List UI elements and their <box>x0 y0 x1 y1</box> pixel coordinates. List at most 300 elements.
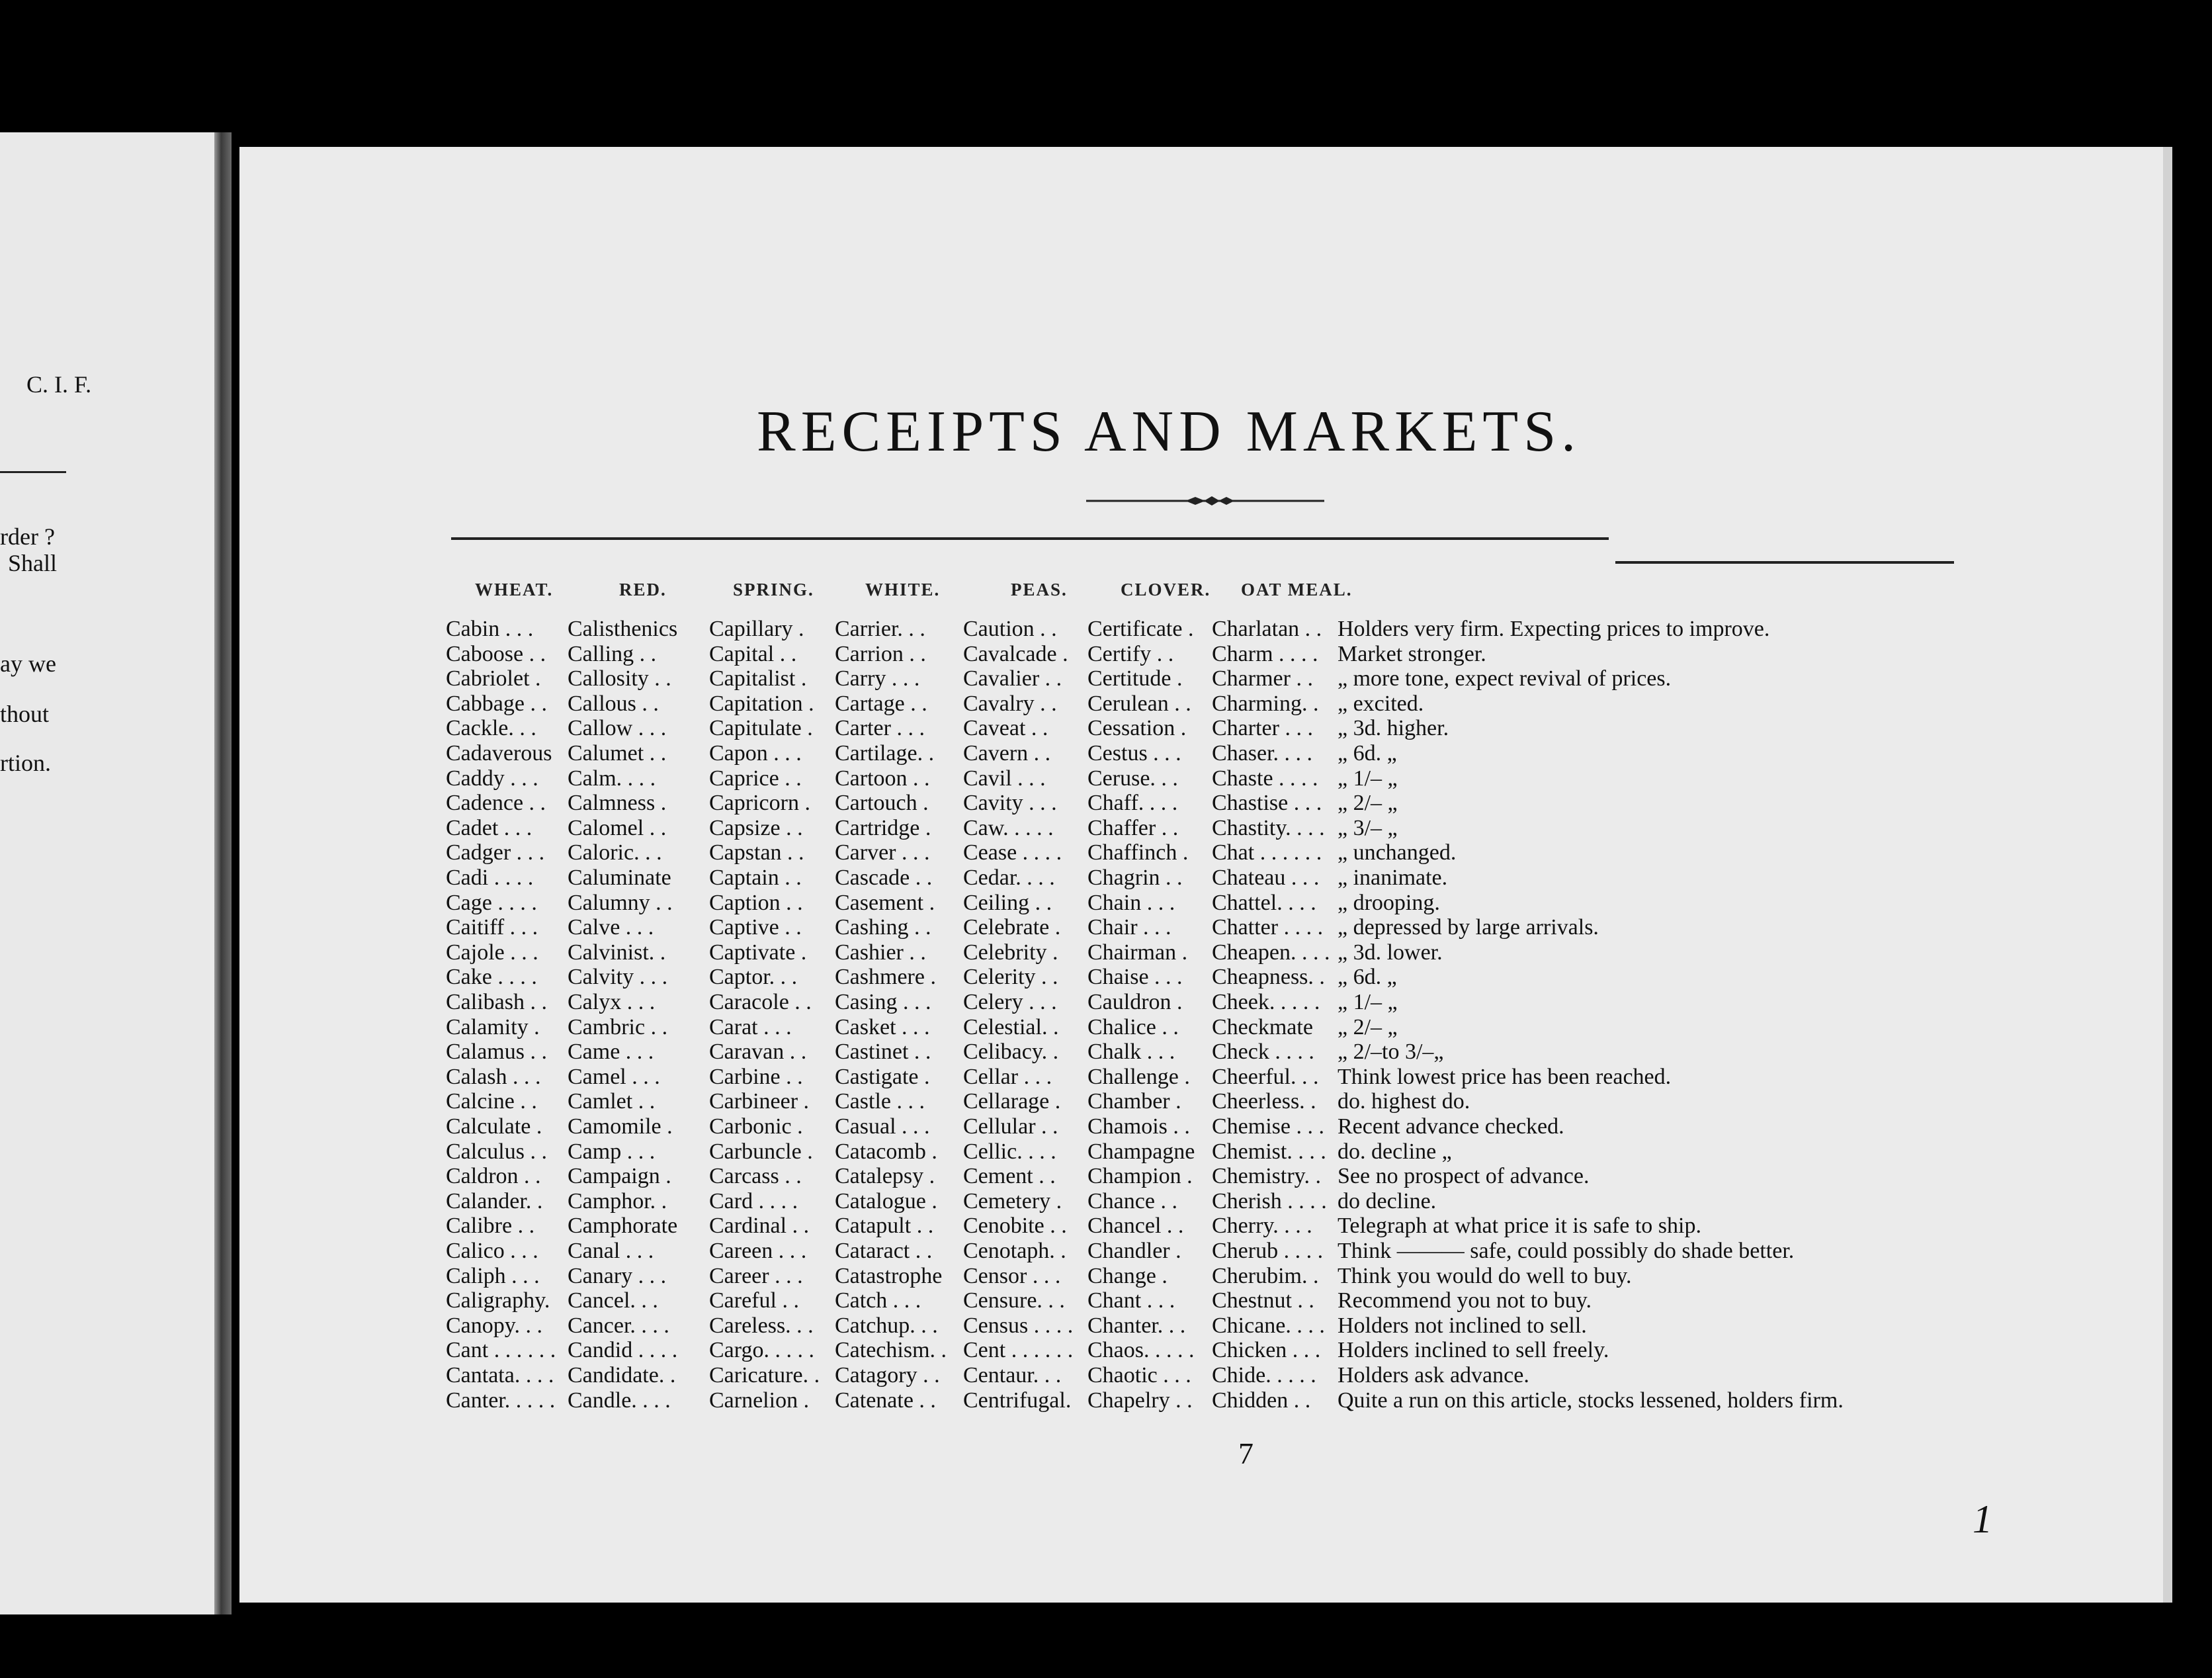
code-word: Careful . . <box>709 1288 799 1313</box>
table-row <box>239 642 2163 667</box>
title-ornament-icon <box>1086 491 1324 511</box>
code-word: Catagory . . <box>835 1363 940 1388</box>
code-word: Cashier . . <box>835 940 926 965</box>
code-word: Carter . . . <box>835 716 925 741</box>
code-word: Calander. . <box>446 1188 543 1214</box>
code-word: Caluminate <box>568 865 671 890</box>
left-page-rule <box>0 471 66 473</box>
code-word: Chemistry. . <box>1212 1164 1321 1189</box>
table-row <box>239 1015 2163 1040</box>
code-word: Carcass . . <box>709 1164 802 1189</box>
left-page-fragment: thout <box>0 701 50 727</box>
code-word: Chastise . . . <box>1212 791 1322 816</box>
code-word: Camomile . <box>568 1114 673 1139</box>
code-word: Caw. . . . . <box>963 815 1054 840</box>
market-meaning: Market stronger. <box>1338 641 1486 666</box>
market-meaning: „ 1/– „ <box>1338 766 1398 791</box>
code-word: Cedar. . . . <box>963 865 1055 890</box>
code-word: Challenge . <box>1087 1064 1190 1089</box>
code-word: Cenobite . . <box>963 1214 1067 1239</box>
code-word: Campaign . <box>568 1164 671 1189</box>
title-rule-right <box>1615 561 1954 564</box>
code-word: Chance . . <box>1087 1188 1177 1214</box>
code-word: Catenate . . <box>835 1388 936 1413</box>
code-word: Cataract . . <box>835 1239 933 1263</box>
table-row <box>239 617 2163 642</box>
market-meaning: Holders not inclined to sell. <box>1338 1313 1587 1338</box>
code-word: Camlet . . <box>568 1089 656 1114</box>
code-word: Camphor. . <box>568 1188 667 1214</box>
code-word: Capillary . <box>709 617 804 641</box>
code-word: Celery . . . <box>963 990 1057 1014</box>
market-meaning: „ more tone, expect revival of prices. <box>1338 666 1672 691</box>
code-word: Cheapness. . <box>1212 965 1325 990</box>
code-word: Calico . . . <box>446 1239 538 1263</box>
code-word: Cherish . . . . <box>1212 1188 1327 1214</box>
market-meaning: Telegraph at what price it is safe to ship. <box>1338 1214 1701 1239</box>
code-word: Cavern . . <box>963 741 1051 766</box>
code-word: Canal . . . <box>568 1239 654 1263</box>
code-word: Charmer . . <box>1212 666 1313 691</box>
code-word: Candid . . . . <box>568 1338 678 1363</box>
code-word: Charm . . . . <box>1212 641 1318 666</box>
code-word: Candle. . . . <box>568 1388 671 1413</box>
code-word: Calling . . <box>568 641 657 666</box>
code-word: Cherub . . . . <box>1212 1239 1324 1263</box>
code-word: Caldron . . <box>446 1164 541 1189</box>
market-meaning: Think ——— safe, could possibly do shade better. <box>1338 1239 1795 1263</box>
code-word: Cavalier . . <box>963 666 1062 691</box>
code-word: Calisthenics <box>568 617 678 641</box>
table-row <box>239 891 2163 916</box>
table-row <box>239 1288 2163 1313</box>
code-word: Charlatan . . <box>1212 617 1322 641</box>
code-word: Calvinist. . <box>568 940 666 965</box>
market-meaning: „ inanimate. <box>1338 865 1448 890</box>
code-word: Captain . . <box>709 865 802 890</box>
code-word: Captor. . . <box>709 965 798 990</box>
code-word: Careless. . . <box>709 1313 814 1338</box>
code-word: Carbonic . <box>709 1114 803 1139</box>
code-word: Calomel . . <box>568 815 667 840</box>
market-meaning: „ 3d. higher. <box>1338 716 1449 741</box>
code-word: Celibacy. . <box>963 1039 1059 1065</box>
code-word: Caligraphy. <box>446 1288 550 1313</box>
code-word: Champagne <box>1087 1139 1195 1164</box>
code-word: Carnelion . <box>709 1388 810 1413</box>
code-word: Calamity . <box>446 1014 540 1039</box>
market-meaning: Holders very firm. Expecting prices to improve. <box>1338 617 1770 641</box>
code-word: Callosity . . <box>568 666 671 691</box>
code-word: Chaos. . . . . <box>1087 1338 1195 1363</box>
table-row <box>239 791 2163 816</box>
code-word: Capricorn . <box>709 791 810 816</box>
code-word: Calumet . . <box>568 741 667 766</box>
code-word: Cadence . . <box>446 791 546 816</box>
header-clover: CLOVER. <box>1121 580 1211 599</box>
code-word: Checkmate <box>1212 1014 1313 1039</box>
code-word: Cease . . . . <box>963 840 1062 865</box>
table-row <box>239 1363 2163 1388</box>
code-word: Chandler . <box>1087 1239 1181 1263</box>
code-word: Cargo. . . . . <box>709 1338 814 1363</box>
code-word: Cherry. . . . <box>1212 1214 1312 1239</box>
code-word: Census . . . . <box>963 1313 1074 1338</box>
code-word: Capsize . . <box>709 815 803 840</box>
title-rule <box>451 537 1609 540</box>
code-word: Careen . . . <box>709 1239 807 1263</box>
code-word: Change . <box>1087 1263 1168 1288</box>
code-word: Camphorate <box>568 1214 678 1239</box>
market-meaning: Think lowest price has been reached. <box>1338 1064 1672 1089</box>
code-word: Chant . . . <box>1087 1288 1175 1313</box>
code-word: Cellic. . . . <box>963 1139 1056 1164</box>
left-page-fragment: rtion. <box>0 750 51 776</box>
code-word: Calyx . . . <box>568 990 656 1014</box>
market-meaning: do. highest do. <box>1338 1089 1470 1114</box>
market-meaning: „ 6d. „ <box>1338 741 1397 766</box>
code-word: Caliph . . . <box>446 1263 540 1288</box>
code-word: Cabin . . . <box>446 617 534 641</box>
page-number: 7 <box>1238 1436 1254 1470</box>
code-word: Cemetery . <box>963 1188 1062 1214</box>
code-word: Cartilage. . <box>835 741 935 766</box>
code-word: Cadaverous <box>446 741 552 766</box>
code-word: Chancel . . <box>1087 1214 1184 1239</box>
code-word: Celebrate . <box>963 915 1061 940</box>
code-word: Caloric. . . <box>568 840 662 865</box>
table-row <box>239 865 2163 891</box>
code-word: Calculate . <box>446 1114 542 1139</box>
code-word: Calamus . . <box>446 1039 547 1065</box>
header-peas: PEAS. <box>1011 580 1068 599</box>
code-word: Carry . . . <box>835 666 920 691</box>
code-word: Capitation . <box>709 691 814 716</box>
code-word: Cellular . . <box>963 1114 1058 1139</box>
code-word: Caracole . . <box>709 990 812 1014</box>
market-meaning: See no prospect of advance. <box>1338 1164 1590 1189</box>
code-word: Carbuncle . <box>709 1139 813 1164</box>
code-word: Catastrophe <box>835 1263 943 1288</box>
code-word: Celestial. . <box>963 1014 1059 1039</box>
code-word: Cabriolet . <box>446 666 541 691</box>
market-meaning: „ unchanged. <box>1338 840 1457 865</box>
code-word: Cellarage . <box>963 1089 1061 1114</box>
table-row <box>239 1114 2163 1139</box>
table-row <box>239 1388 2163 1413</box>
code-word: Cherubim. . <box>1212 1263 1319 1288</box>
code-word: Chastity. . . . <box>1212 815 1325 840</box>
code-word: Chaser. . . . <box>1212 741 1313 766</box>
code-word: Cauldron . <box>1087 990 1183 1014</box>
table-row <box>239 666 2163 691</box>
market-meaning: „ 1/– „ <box>1338 990 1398 1014</box>
code-word: Cerulean . . <box>1087 691 1191 716</box>
table-row <box>239 1039 2163 1065</box>
code-word: Cajole . . . <box>446 940 538 965</box>
code-word: Carbineer . <box>709 1089 810 1114</box>
table-row <box>239 1214 2163 1239</box>
market-meaning: „ excited. <box>1338 691 1424 716</box>
code-word: Cake . . . . <box>446 965 537 990</box>
market-meaning: Recent advance checked. <box>1338 1114 1564 1139</box>
code-word: Chicken . . . <box>1212 1338 1321 1363</box>
table-row <box>239 691 2163 717</box>
code-word: Card . . . . <box>709 1188 798 1214</box>
market-meaning: Think you would do well to buy. <box>1338 1263 1632 1288</box>
code-word: Catch . . . <box>835 1288 921 1313</box>
code-word: Chapelry . . <box>1087 1388 1193 1413</box>
code-word: Charter . . . <box>1212 716 1313 741</box>
code-word: Chateau . . . <box>1212 865 1320 890</box>
code-word: Cavity . . . <box>963 791 1057 816</box>
market-meaning: „ 2/–to 3/–„ <box>1338 1039 1444 1065</box>
table-row <box>239 915 2163 940</box>
code-word: Calmness . <box>568 791 667 816</box>
code-word: Cenotaph. . <box>963 1239 1066 1263</box>
code-word: Captive . . <box>709 915 802 940</box>
code-word: Castigate . <box>835 1064 930 1089</box>
code-word: Catalogue . <box>835 1188 937 1214</box>
market-meaning: „ 2/– „ <box>1338 1014 1398 1039</box>
market-meaning: „ depressed by large arrivals. <box>1338 915 1599 940</box>
code-word: Carrier. . . <box>835 617 925 641</box>
table-row <box>239 1313 2163 1339</box>
code-word: Catacomb . <box>835 1139 937 1164</box>
code-word: Chidden . . <box>1212 1388 1311 1413</box>
code-word: Cheek. . . . . <box>1212 990 1320 1014</box>
code-word: Chat . . . . . . <box>1212 840 1322 865</box>
code-word: Casing . . . <box>835 990 931 1014</box>
code-word: Cellar . . . <box>963 1064 1052 1089</box>
code-word: Casement . <box>835 890 935 915</box>
code-word: Came . . . <box>568 1039 654 1065</box>
code-word: Censor . . . <box>963 1263 1061 1288</box>
table-row <box>239 1139 2163 1165</box>
code-word: Cheerless. . <box>1212 1089 1316 1114</box>
code-word: Cement . . <box>963 1164 1056 1189</box>
table-row <box>239 990 2163 1015</box>
code-word: Cadi . . . . <box>446 865 534 890</box>
table-row <box>239 1065 2163 1090</box>
market-meaning: „ 2/– „ <box>1338 791 1398 816</box>
code-word: Casket . . . <box>835 1014 930 1039</box>
code-word: Censure. . . <box>963 1288 1065 1313</box>
code-word: Capitalist . <box>709 666 807 691</box>
code-word: Castle . . . <box>835 1089 925 1114</box>
code-word: Calibre . . <box>446 1214 535 1239</box>
code-word: Castinet . . <box>835 1039 931 1065</box>
code-word: Caravan . . <box>709 1039 807 1065</box>
code-word: Chattel. . . . <box>1212 890 1316 915</box>
code-word: Cheapen. . . . <box>1212 940 1330 965</box>
code-word: Calcine . . <box>446 1089 537 1114</box>
code-word: Caricature. . <box>709 1363 820 1388</box>
table-row <box>239 1338 2163 1363</box>
market-meaning: do. decline „ <box>1338 1139 1452 1164</box>
header-oat-meal: OAT MEAL. <box>1241 580 1353 599</box>
code-word: Cant . . . . . . <box>446 1338 556 1363</box>
code-word: Camp . . . <box>568 1139 656 1164</box>
code-word: Chair . . . <box>1087 915 1171 940</box>
code-word: Chaff. . . . <box>1087 791 1178 816</box>
code-word: Chaffer . . <box>1087 815 1179 840</box>
code-word: Chairman . <box>1087 940 1188 965</box>
code-word: Cascade . . <box>835 865 933 890</box>
market-meaning: Holders inclined to sell freely. <box>1338 1338 1609 1363</box>
code-word: Calculus . . <box>446 1139 547 1164</box>
code-word: Caddy . . . <box>446 766 538 791</box>
code-word: Charming. . <box>1212 691 1319 716</box>
code-word: Carat . . . <box>709 1014 792 1039</box>
code-word: Cartridge . <box>835 815 931 840</box>
left-page-fragment: ay we <box>0 650 56 677</box>
code-word: Carrion . . <box>835 641 926 666</box>
main-page <box>239 147 2172 1603</box>
code-word: Catchup. . . <box>835 1313 938 1338</box>
code-word: Chestnut . . <box>1212 1288 1314 1313</box>
code-word: Ceiling . . <box>963 890 1052 915</box>
table-row <box>239 716 2163 741</box>
code-word: Chatter . . . . <box>1212 915 1324 940</box>
code-word: Captivate . <box>709 940 807 965</box>
code-word: Cantata. . . . <box>446 1363 554 1388</box>
table-row <box>239 965 2163 990</box>
page-gutter <box>214 132 232 1614</box>
market-meaning: „ 3/– „ <box>1338 815 1398 840</box>
code-word: Cancer. . . . <box>568 1313 669 1338</box>
market-meaning: Holders ask advance. <box>1338 1363 1529 1388</box>
code-word: Capital . . <box>709 641 797 666</box>
previous-page <box>0 132 225 1614</box>
code-word: Calvity . . . <box>568 965 668 990</box>
code-word: Calve . . . <box>568 915 654 940</box>
code-word: Cavalcade . <box>963 641 1068 666</box>
code-word: Cavil . . . <box>963 766 1046 791</box>
code-word: Cage . . . . <box>446 890 537 915</box>
code-word: Canter. . . . . <box>446 1388 556 1413</box>
code-word: Carbine . . <box>709 1064 803 1089</box>
market-meaning: „ 3d. lower. <box>1338 940 1443 965</box>
code-word: Chamber . <box>1087 1089 1181 1114</box>
code-word: Calibash . . <box>446 990 547 1014</box>
code-word: Catechism. . <box>835 1338 947 1363</box>
code-word: Canary . . . <box>568 1263 667 1288</box>
code-word: Cheerful. . . <box>1212 1064 1319 1089</box>
code-word: Certificate . <box>1087 617 1194 641</box>
code-word: Calumny . . <box>568 890 673 915</box>
table-row <box>239 840 2163 865</box>
market-meaning: „ drooping. <box>1338 890 1440 915</box>
code-word: Centrifugal. <box>963 1388 1072 1413</box>
market-meaning: Quite a run on this article, stocks lessened, holders firm. <box>1338 1388 1844 1413</box>
header-red: RED. <box>619 580 667 599</box>
code-word: Candidate. . <box>568 1363 676 1388</box>
code-word: Chaotic . . . <box>1087 1363 1191 1388</box>
code-word: Chagrin . . <box>1087 865 1183 890</box>
code-word: Cancel. . . <box>568 1288 658 1313</box>
table-row <box>239 816 2163 841</box>
code-word: Camel . . . <box>568 1064 660 1089</box>
market-meaning: „ 6d. „ <box>1338 965 1397 990</box>
code-word: Cadger . . . <box>446 840 545 865</box>
code-word: Certitude . <box>1087 666 1183 691</box>
code-word: Chain . . . <box>1087 890 1175 915</box>
code-word: Ceruse. . . <box>1087 766 1178 791</box>
code-word: Cartage . . <box>835 691 927 716</box>
code-word: Champion . <box>1087 1164 1193 1189</box>
pen-mark: 1 <box>1973 1497 1992 1541</box>
code-word: Cardinal . . <box>709 1214 810 1239</box>
market-meaning: do decline. <box>1338 1188 1437 1214</box>
code-word: Chicane. . . . <box>1212 1313 1325 1338</box>
left-page-fragment: C. I. F. <box>26 371 92 398</box>
header-spring: SPRING. <box>733 580 814 599</box>
code-word: Centaur. . . <box>963 1363 1062 1388</box>
code-word: Celebrity . <box>963 940 1058 965</box>
table-row <box>239 741 2163 766</box>
code-word: Cabbage . . <box>446 691 547 716</box>
code-word: Casual . . . <box>835 1114 930 1139</box>
code-word: Catapult . . <box>835 1214 934 1239</box>
table-row <box>239 940 2163 965</box>
column-headers <box>239 580 2163 606</box>
code-word: Chalk . . . <box>1087 1039 1175 1065</box>
code-word: Carver . . . <box>835 840 930 865</box>
table-row <box>239 1164 2163 1189</box>
market-meaning: Recommend you not to buy. <box>1338 1288 1592 1313</box>
table-row <box>239 1239 2163 1264</box>
code-word: Cartoon . . <box>835 766 930 791</box>
code-word: Caboose . . <box>446 641 546 666</box>
code-word: Cavalry . . <box>963 691 1057 716</box>
code-word: Caveat . . <box>963 716 1048 741</box>
code-word: Cambric . . <box>568 1014 668 1039</box>
code-word: Chanter. . . <box>1087 1313 1186 1338</box>
code-word: Cestus . . . <box>1087 741 1181 766</box>
code-word: Cashmere . <box>835 965 936 990</box>
code-word: Certify . . <box>1087 641 1174 666</box>
code-word: Chaste . . . . <box>1212 766 1318 791</box>
code-word: Caprice . . <box>709 766 802 791</box>
code-word: Cashing . . <box>835 915 931 940</box>
code-word: Caitiff . . . <box>446 915 538 940</box>
left-page-fragment: rder ? <box>0 523 55 550</box>
code-word: Callous . . <box>568 691 659 716</box>
code-word: Capstan . . <box>709 840 804 865</box>
header-white: WHITE. <box>865 580 941 599</box>
code-word: Check . . . . <box>1212 1039 1314 1065</box>
code-word: Capon . . . <box>709 741 802 766</box>
code-word: Cessation . <box>1087 716 1187 741</box>
code-word: Cadet . . . <box>446 815 532 840</box>
header-wheat: WHEAT. <box>475 580 554 599</box>
code-word: Calm. . . . <box>568 766 656 791</box>
code-word: Celerity . . <box>963 965 1058 990</box>
code-word: Calash . . . <box>446 1064 541 1089</box>
code-word: Chaise . . . <box>1087 965 1183 990</box>
code-word: Chaffinch . <box>1087 840 1189 865</box>
code-word: Canopy. . . <box>446 1313 543 1338</box>
left-page-fragment: Shall <box>8 550 58 576</box>
code-word: Caption . . <box>709 890 803 915</box>
code-word: Career . . . <box>709 1263 803 1288</box>
code-word: Chemise . . . <box>1212 1114 1324 1139</box>
code-word: Cent . . . . . . <box>963 1338 1074 1363</box>
code-word: Callow . . . <box>568 716 667 741</box>
code-word: Chalice . . <box>1087 1014 1179 1039</box>
code-word: Capitulate . <box>709 716 813 741</box>
